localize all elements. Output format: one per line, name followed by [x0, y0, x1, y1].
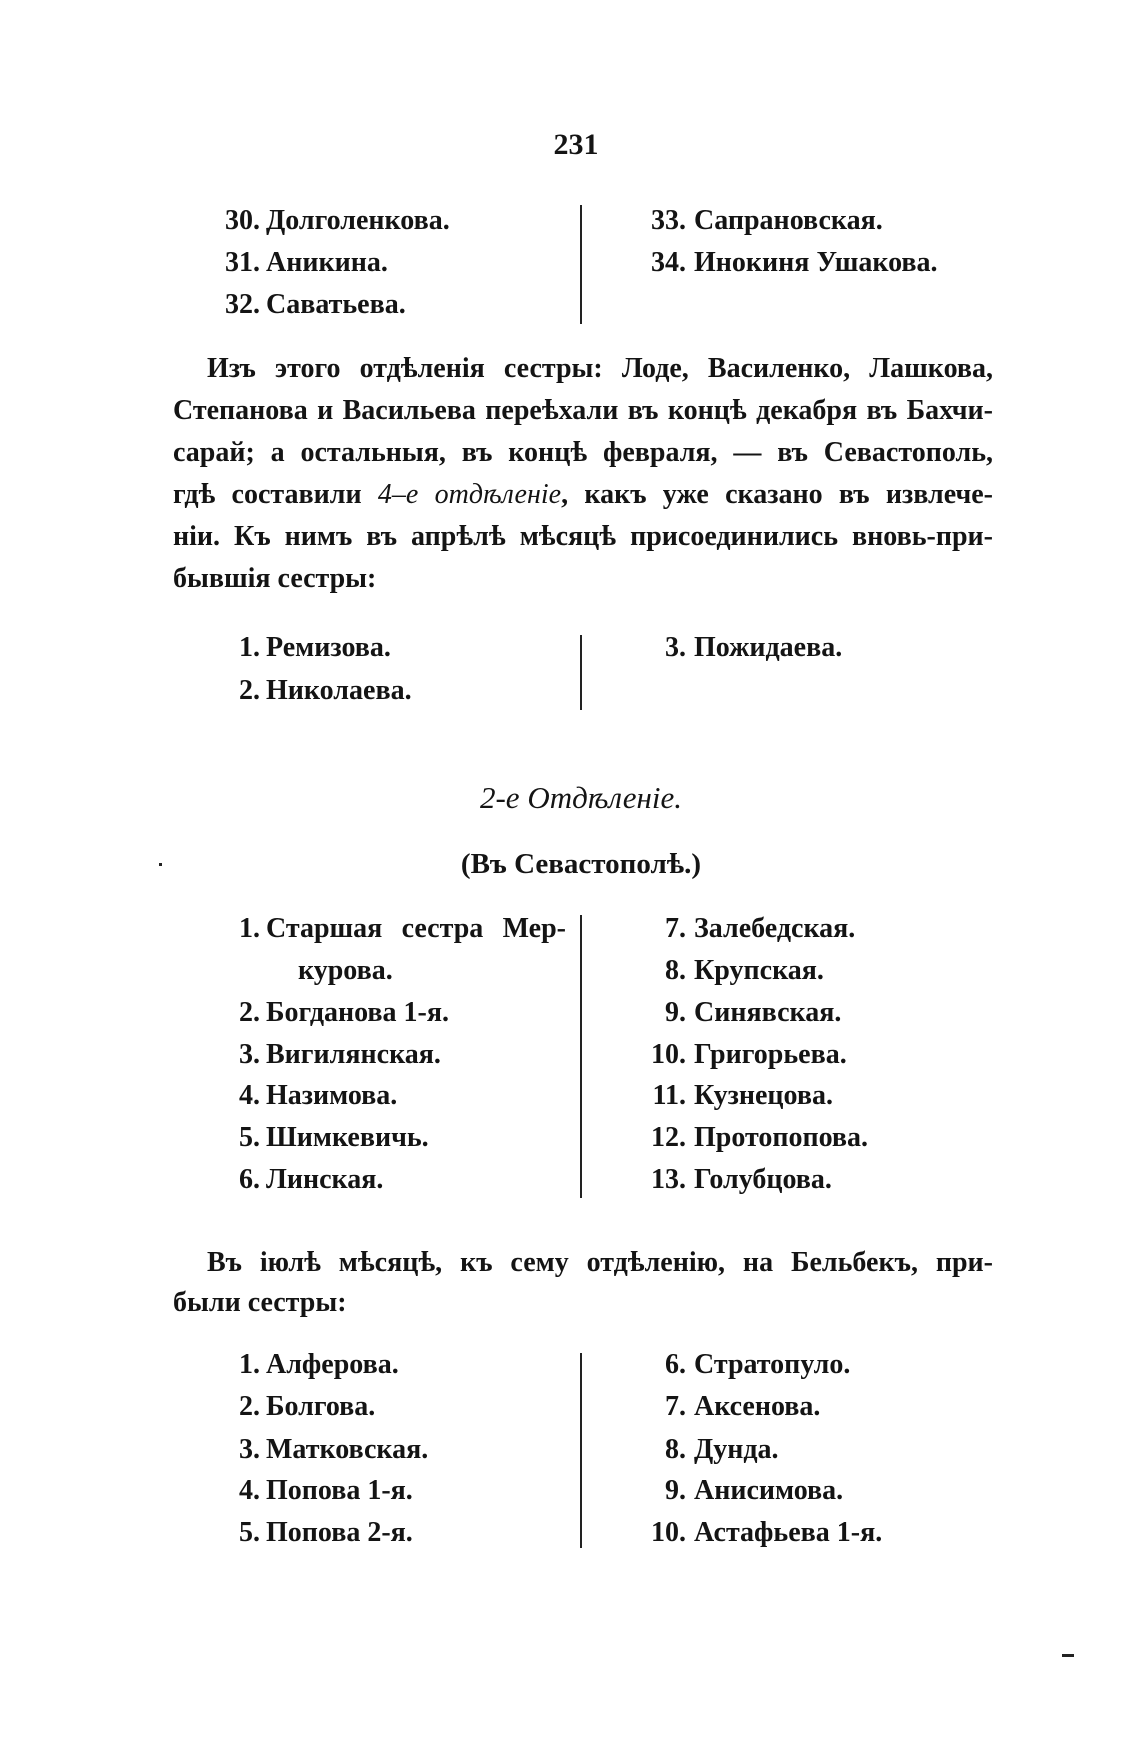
item-number: 7.: [665, 913, 686, 944]
item-number: 11.: [652, 1080, 686, 1111]
text: гдѣ составили: [173, 479, 362, 510]
item-number: 10.: [651, 1039, 686, 1070]
item-number: 31.: [225, 247, 260, 278]
item-number: 2.: [239, 997, 260, 1028]
item-number: 9.: [665, 997, 686, 1028]
item-number: 8.: [665, 955, 686, 986]
item-number: 4.: [239, 1475, 260, 1506]
item-name: Назимова.: [266, 1080, 398, 1111]
item-name: Григорьева.: [694, 1039, 847, 1070]
item-number: 5.: [239, 1122, 260, 1153]
item-number: 3.: [239, 1039, 260, 1070]
item-number: 5.: [239, 1517, 260, 1548]
item-number: 1.: [239, 913, 260, 944]
item-name: Попова 1-я.: [266, 1475, 413, 1506]
item-name: Болгова.: [266, 1391, 376, 1422]
item-name: Инокиня Ушакова.: [694, 247, 938, 278]
paragraph-line: [173, 474, 993, 516]
item-name: Дунда.: [694, 1434, 779, 1465]
item-name: Кузнецова.: [694, 1080, 833, 1111]
item-name: Протопопова.: [694, 1122, 869, 1153]
text: , какъ уже сказано въ извлече-: [561, 479, 994, 510]
print-speck: [159, 863, 162, 866]
item-number: 6.: [665, 1349, 686, 1380]
item-name: Старшая сестра Мер-: [266, 913, 566, 944]
item-name: Стратопуло.: [694, 1349, 851, 1380]
column-divider: [580, 915, 582, 1198]
item-name: Шимкевичь.: [266, 1122, 429, 1153]
print-speck: [1062, 1654, 1074, 1657]
column-divider: [580, 205, 582, 324]
item-number: 7.: [665, 1391, 686, 1422]
item-name: Ремизова.: [266, 632, 391, 663]
item-number: 4.: [239, 1080, 260, 1111]
page-number: 231: [553, 128, 599, 161]
item-name: Аксенова.: [694, 1391, 821, 1422]
item-number: 2.: [239, 675, 260, 706]
item-number: 13.: [651, 1164, 686, 1195]
paragraph-july-arrivals: [173, 1243, 993, 1323]
item-number: 1.: [239, 632, 260, 663]
item-number: 10.: [651, 1517, 686, 1548]
column-divider: [580, 635, 582, 710]
item-name: Долголенкова.: [266, 205, 450, 236]
paragraph-line: бывшія сестры:: [173, 563, 377, 594]
item-number: 8.: [665, 1434, 686, 1465]
item-name: Астафьева 1-я.: [694, 1517, 883, 1548]
item-number: 3.: [239, 1434, 260, 1465]
paragraph-line: Изъ этого отдѣленія сестры: Лоде, Василенко, Лашкова,: [207, 353, 993, 384]
item-name: Алферова.: [266, 1349, 399, 1380]
item-name: Залебедская.: [694, 913, 856, 944]
paragraph-transfer: [173, 348, 993, 600]
item-number: 2.: [239, 1391, 260, 1422]
item-name: Крупская.: [694, 955, 824, 986]
italic-text: 4–е отдѣленіе: [377, 479, 562, 510]
item-name: Аникина.: [266, 247, 388, 278]
paragraph-line: Въ іюлѣ мѣсяцѣ, къ сему отдѣленію, на Бельбекъ, при-: [207, 1247, 993, 1278]
item-name: Сапрановская.: [694, 205, 883, 236]
item-name: Матковская.: [266, 1434, 429, 1465]
item-number: 32.: [225, 289, 260, 320]
item-name-continuation: курова.: [298, 955, 393, 986]
item-number: 33.: [651, 205, 686, 236]
item-name: Синявская.: [694, 997, 842, 1028]
item-number: 34.: [651, 247, 686, 278]
paragraph-line: были сестры:: [173, 1287, 347, 1318]
section-heading: 2-е Отдѣленіе.: [479, 780, 682, 815]
paragraph-line: Степанова и Васильева переѣхали въ концѣ декабря въ Бахчи-: [173, 395, 993, 426]
item-name: Голубцова.: [694, 1164, 832, 1195]
item-number: 3.: [665, 632, 686, 663]
item-number: 1.: [239, 1349, 260, 1380]
item-name: Анисимова.: [694, 1475, 844, 1506]
column-divider: [580, 1353, 582, 1548]
item-name: Попова 2-я.: [266, 1517, 413, 1548]
item-number: 6.: [239, 1164, 260, 1195]
item-name: Богданова 1-я.: [266, 997, 450, 1028]
paragraph-line: сарай; а остальныя, въ концѣ февраля, — въ Севастополь,: [173, 437, 993, 468]
item-name: Вигилянская.: [266, 1039, 441, 1070]
item-name: Саватьева.: [266, 289, 406, 320]
item-number: 9.: [665, 1475, 686, 1506]
item-name: Линская.: [266, 1164, 384, 1195]
paragraph-line: ніи. Къ нимъ въ апрѣлѣ мѣсяцѣ присоединились вновь-при-: [173, 521, 993, 552]
section-subheading: (Въ Севастополѣ.): [460, 848, 702, 880]
item-name: Николаева.: [266, 675, 412, 706]
item-number: 12.: [651, 1122, 686, 1153]
item-name: Пожидаева.: [694, 632, 843, 663]
item-number: 30.: [225, 205, 260, 236]
